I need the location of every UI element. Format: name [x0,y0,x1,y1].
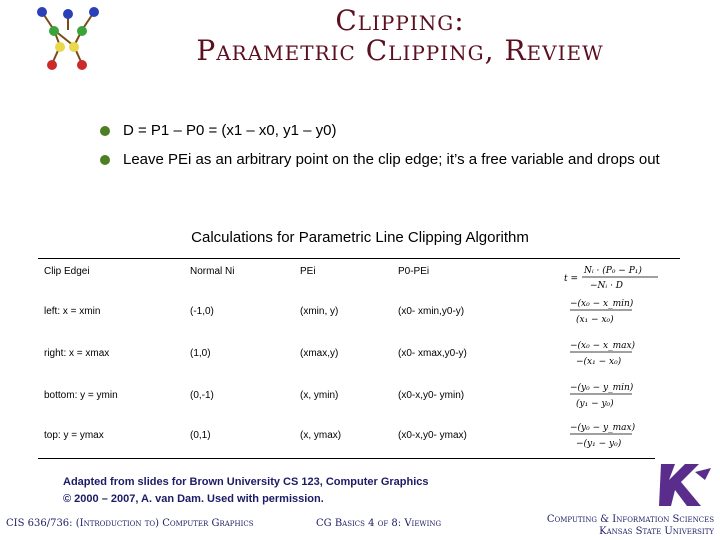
svg-text:Nᵢ · (P₀ − P₁): Nᵢ · (P₀ − P₁) [584,266,642,276]
svg-text:−(x₀ − x_min): −(x₀ − x_min) [570,299,634,309]
formula-right [562,336,662,370]
bullet-icon [100,155,110,165]
footer-department: Computing & Information Sciences [546,514,714,525]
formula-left [562,294,662,328]
table-row-diff: (x0- xmax,y0-y) [398,348,467,359]
table-row-diff: (x0-x,y0- ymin) [398,390,465,401]
kansas-state-wildcat-logo [655,458,717,512]
bullet-icon [100,126,110,136]
table-header-rule [38,258,680,259]
footer-course: CIS 636/736: (Introduction to) Computer Graphics [6,518,254,529]
table-row-edge: bottom: y = ymin [44,390,118,401]
bullet-2-text: Leave PEi as an arbitrary point on the clip edge; it’s a free variable and drops out [123,151,660,168]
table-row-edge: right: x = xmax [44,348,110,359]
formula-bottom [562,378,662,412]
slide-title-line-2: Parametric Clipping, Review [196,34,604,67]
slide-title-line-1: Clipping: [335,4,465,37]
header-normal: Normal Ni [190,266,235,277]
table-row-pe: (x, ymax) [300,430,342,441]
table-row-normal: (1,0) [190,348,211,359]
svg-text:−(y₁ − y₀): −(y₁ − y₀) [576,439,622,449]
svg-text:−(x₁ − x₀): −(x₁ − x₀) [576,357,622,367]
table-bottom-rule [38,458,680,459]
svg-text:−Nᵢ · D: −Nᵢ · D [590,281,624,291]
formula-t [562,260,662,294]
table-row-diff: (x0-x,y0- ymax) [398,430,467,441]
credit-line-2: © 2000 – 2007, A. van Dam. Used with permission. [63,493,324,505]
table-row-pe: (xmax,y) [300,348,339,359]
header-clip-edge: Clip Edgei [44,266,90,277]
svg-text:−(y₀ − y_min): −(y₀ − y_min) [570,383,634,393]
credit-line-1: Adapted from slides for Brown University CS 123, Computer Graphics [63,476,429,488]
svg-text:(y₁ − y₀): (y₁ − y₀) [576,399,614,409]
svg-text:−(y₀ − y_max): −(y₀ − y_max) [570,423,636,433]
table-row-normal: (-1,0) [190,306,214,317]
formula-top [562,418,662,452]
bullet-1-text: D = P1 – P0 = (x1 – x0, y1 – y0) [123,122,337,139]
footer-lecture: CG Basics 4 of 8: Viewing [316,518,442,529]
table-row-normal: (0,1) [190,430,211,441]
svg-text:(x₁ − x₀): (x₁ − x₀) [576,315,614,325]
table-row-diff: (x0- xmin,y0-y) [398,306,465,317]
bullet-1 [123,121,683,140]
table-row-pe: (x, ymin) [300,390,339,401]
header-diff: P0-PEi [398,266,430,277]
table-row-edge: left: x = xmin [44,306,101,317]
table-row-pe: (xmin, y) [300,306,339,317]
svg-text:−(x₀ − x_max): −(x₀ − x_max) [570,341,636,351]
table-row-edge: top: y = ymax [44,430,104,441]
table-row-normal: (0,-1) [190,390,214,401]
bullet-2 [123,150,663,169]
header-pe: PEi [300,266,316,277]
svg-text:t =: t = [564,274,579,284]
footer-university: Kansas State University [599,526,714,537]
table-caption: Calculations for Parametric Line Clipping Algorithm [191,229,529,246]
